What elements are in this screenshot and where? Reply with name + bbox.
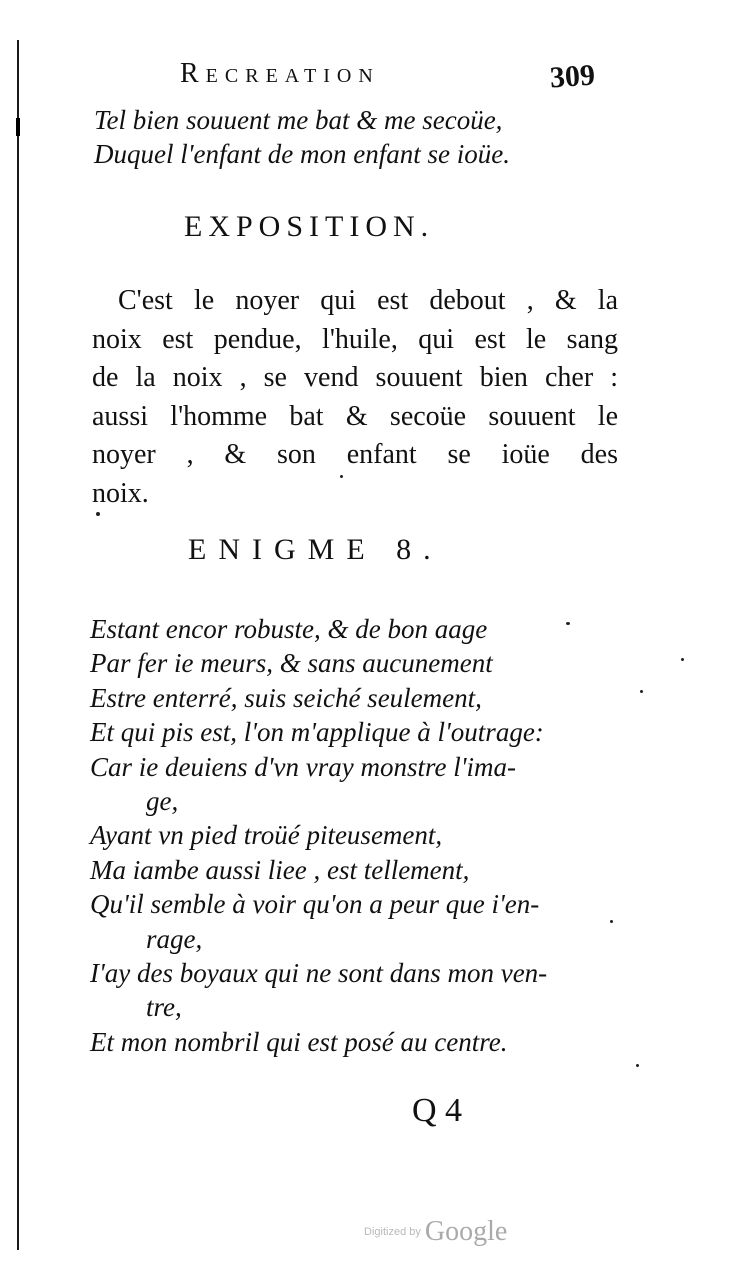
exposition-paragraph: [92, 282, 618, 513]
digitization-watermark: [364, 1216, 507, 1248]
verse-line: I'ay des boyaux qui ne sont dans mon ven-: [90, 958, 548, 989]
signature-mark: Q 4: [412, 1092, 463, 1129]
verse-line: Car ie deuiens d'vn vray monstre l'ima-: [90, 751, 516, 782]
verse-line: Ma iambe aussi liee , est tellement,: [90, 854, 470, 885]
page-header: [180, 58, 620, 98]
paragraph-line: noix est pendue, l'huile, qui est le sang: [92, 323, 618, 355]
verse-line-runover: rage,: [146, 923, 203, 954]
ink-speck: [681, 658, 684, 661]
verse-line: Et mon nombril qui est posé au centre.: [90, 1026, 508, 1057]
watermark-prefix: Digitized by: [364, 1226, 421, 1238]
paragraph-line: noyer , & son enfant se ioüe des: [92, 439, 618, 470]
watermark-brand: Google: [424, 1216, 508, 1247]
verse-line: Estre enterré, suis seiché seulement,: [90, 682, 482, 713]
paragraph-line: de la noix , se vend souuent bien cher :: [92, 362, 618, 393]
page-number: 309: [548, 58, 597, 95]
verse-line: Duquel l'enfant de mon enfant se ioüe.: [94, 139, 510, 169]
enigme-heading: ENIGME 8.: [188, 533, 443, 566]
gutter-mark: [16, 118, 20, 136]
ink-speck: [640, 690, 643, 693]
verse-line: Et qui pis est, l'on m'applique à l'outrage:: [90, 717, 544, 748]
verse-line-runover: ge,: [146, 786, 179, 817]
verse-continuation: [94, 103, 510, 171]
ink-speck: [636, 1064, 639, 1067]
enigme-verse: [90, 612, 620, 1059]
verse-line: Estant encor robuste, & de bon aage: [90, 614, 488, 644]
verse-line: Tel bien souuent me bat & me secoüe,: [94, 105, 503, 135]
exposition-heading: EXPOSITION.: [184, 210, 435, 243]
running-title: Recreation: [180, 58, 380, 89]
verse-line-runover: tre,: [146, 992, 182, 1023]
paragraph-line: noix.: [92, 477, 149, 509]
paragraph-line: aussi l'homme bat & secoüe souuent le: [92, 400, 618, 432]
paragraph-line: C'est le noyer qui est debout , & la: [118, 285, 618, 316]
verse-line: Ayant vn pied troüé piteusement,: [90, 820, 443, 851]
verse-line: Qu'il semble à voir qu'on a peur que i'en-: [90, 889, 540, 920]
verse-line: Par fer ie meurs, & sans aucunement: [90, 648, 493, 679]
page-gutter-edge: [17, 40, 19, 1250]
